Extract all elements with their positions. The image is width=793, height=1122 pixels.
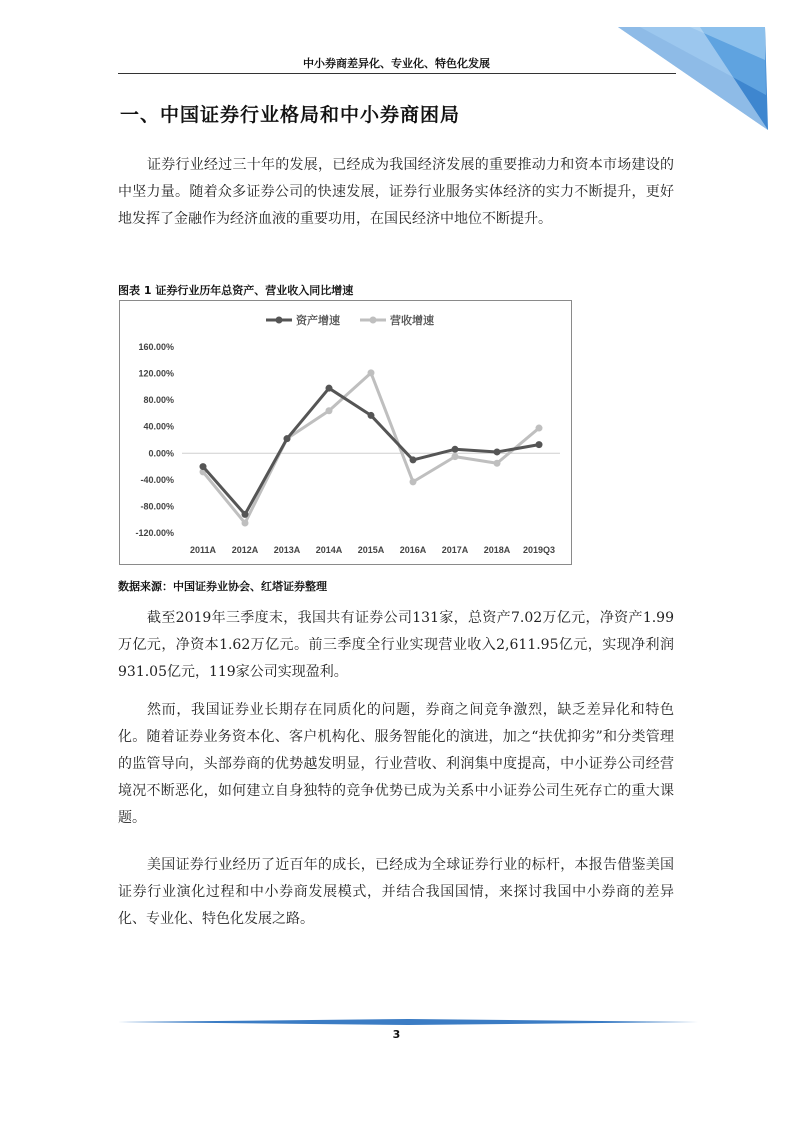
data-point-asset-growth — [368, 412, 375, 419]
data-point-asset-growth — [284, 435, 291, 442]
data-point-asset-growth — [452, 446, 459, 453]
x-tick-label: 2017A — [441, 545, 469, 555]
series-line-asset-growth — [203, 388, 539, 514]
y-tick-label: -120.00% — [135, 528, 174, 538]
data-point-asset-growth — [494, 448, 501, 455]
header-rule — [118, 73, 676, 74]
data-point-revenue-growth — [242, 520, 249, 527]
x-tick-label: 2015A — [357, 545, 385, 555]
legend-marker-asset-growth — [276, 317, 283, 324]
running-header-title: 中小券商差异化、专业化、特色化发展 — [303, 57, 490, 70]
paragraph-intro: 证券行业经过三十年的发展，已经成为我国经济发展的重要推动力和资本市场建设的中坚力量。随着众多证券公司的快速发展，证券行业服务实体经济的实力不断提升，更好地发挥了金融作为经济血液的重要功用，在国民经济中地位不断提升。 — [118, 157, 674, 227]
data-point-asset-growth — [536, 441, 543, 448]
data-point-revenue-growth — [536, 425, 543, 432]
paragraph-homogeneity: 然而，我国证券业长期存在同质化的问题，券商之间竞争激烈，缺乏差异化和特色化。随着证券业务资本化、客户机构化、服务智能化的演进，加之“扶优抑劣”和分类管理的监管导向，头部券商的优势越发明显，行业营收、利润集中度提高，中小证券公司经营境况不断恶化，如何建立自身独特的竞争优势已成为关系中小证券公司生死存亡的重大课题。 — [118, 702, 674, 826]
data-point-revenue-growth — [368, 369, 375, 376]
growth-line-chart — [120, 301, 571, 564]
y-tick-label: 120.00% — [138, 368, 174, 379]
data-point-revenue-growth — [494, 460, 501, 467]
y-tick-label: -80.00% — [140, 501, 174, 512]
legend-label-asset-growth: 资产增速 — [296, 314, 340, 327]
data-point-asset-growth — [326, 385, 333, 392]
paragraph-us-reference: 美国证券行业经历了近百年的成长，已经成为全球证券行业的标杆，本报告借鉴美国证券行业演化过程和中小券商发展模式，并结合我国国情，来探讨我国中小券商的差异化、专业化、特色化发展之路。 — [118, 857, 674, 927]
y-tick-label: 80.00% — [143, 395, 174, 406]
x-tick-label: 2011A — [189, 545, 217, 555]
y-tick-label: 160.00% — [138, 342, 174, 352]
page-number: 3 — [392, 1028, 401, 1041]
y-tick-label: 0.00% — [148, 448, 174, 459]
x-tick-label: 2014A — [315, 545, 343, 555]
x-tick-label: 2018A — [483, 545, 511, 555]
y-tick-label: -40.00% — [140, 474, 174, 485]
x-tick-label: 2013A — [273, 545, 301, 555]
data-point-revenue-growth — [326, 407, 333, 414]
figure-source: 数据来源：中国证券业协会、红塔证券整理 — [118, 580, 327, 593]
data-point-revenue-growth — [410, 478, 417, 485]
chart-frame — [119, 300, 572, 565]
x-tick-label: 2012A — [231, 545, 259, 555]
paragraph-statistics: 截至2019年三季度末，我国共有证券公司131家，总资产7.02万亿元，净资产1.99万亿元，净资本1.62万亿元。前三季度全行业实现营业收入2,611.95亿元，实现净利润931.05亿元，119家公司实现盈利。 — [118, 610, 674, 680]
y-tick-label: 40.00% — [143, 421, 174, 432]
data-point-asset-growth — [200, 463, 207, 470]
data-point-asset-growth — [242, 511, 249, 518]
section-title: 一、中国证券行业格局和中小券商困局 — [120, 104, 461, 126]
figure-caption: 图表 1 证券行业历年总资产、营业收入同比增速 — [118, 284, 354, 297]
data-point-asset-growth — [410, 456, 417, 463]
data-point-revenue-growth — [452, 453, 459, 460]
x-tick-label: 2016A — [399, 545, 427, 555]
x-tick-label: 2019Q3 — [522, 545, 556, 555]
legend-label-revenue-growth: 营收增速 — [390, 314, 434, 327]
legend-marker-revenue-growth — [370, 317, 377, 324]
footer-rule — [118, 1018, 698, 1026]
